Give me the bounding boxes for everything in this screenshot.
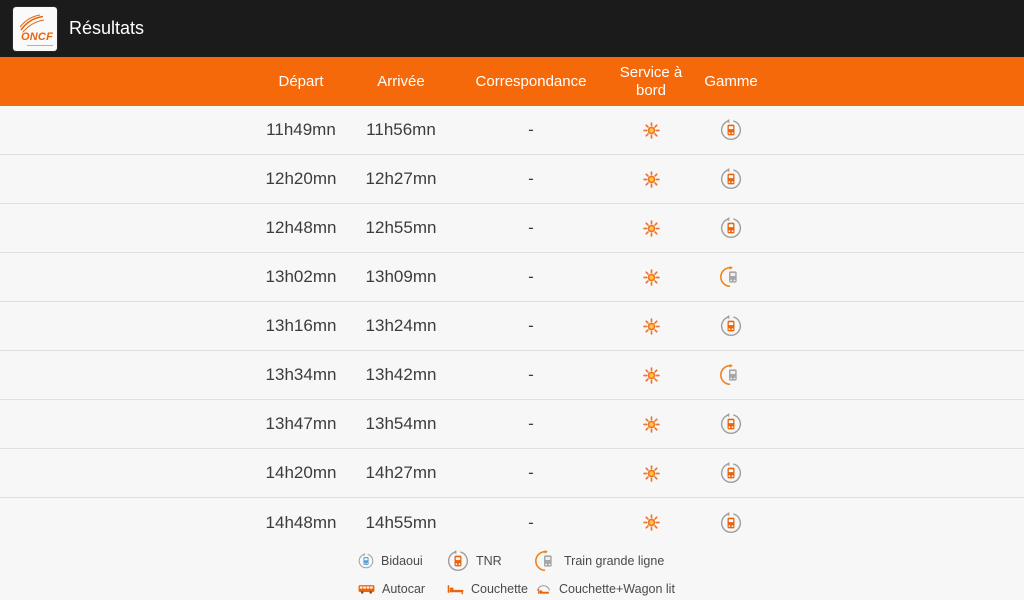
correspondance-value: - bbox=[528, 512, 534, 532]
legend-item bbox=[358, 550, 447, 572]
tnr-icon bbox=[447, 550, 469, 572]
tnr-icon bbox=[691, 413, 771, 435]
result-row[interactable] bbox=[0, 351, 1024, 400]
tnr-icon bbox=[691, 217, 771, 239]
legend-item bbox=[447, 550, 535, 572]
table-header bbox=[0, 57, 1024, 106]
arrival-time: 13h42mn bbox=[365, 365, 437, 384]
sun-icon bbox=[611, 416, 691, 433]
sun-icon bbox=[611, 465, 691, 482]
app-bar bbox=[0, 0, 1024, 57]
arrival-time: 14h27mn bbox=[365, 463, 437, 482]
departure-time: 13h16mn bbox=[265, 316, 337, 335]
sun-icon bbox=[611, 269, 691, 286]
couchette-wagon-lit-icon bbox=[535, 583, 552, 596]
sun-icon bbox=[611, 220, 691, 237]
departure-time: 14h20mn bbox=[265, 463, 337, 482]
legend-item bbox=[447, 582, 535, 596]
legend-label: Autocar bbox=[382, 582, 426, 596]
sun-icon bbox=[611, 367, 691, 384]
arrival-time: 13h24mn bbox=[365, 316, 437, 335]
legend-label: TNR bbox=[476, 554, 502, 568]
result-row[interactable] bbox=[0, 204, 1024, 253]
tnr-icon bbox=[691, 119, 771, 141]
correspondance-value: - bbox=[528, 218, 534, 237]
sun-icon bbox=[611, 318, 691, 335]
arrival-time: 11h56mn bbox=[366, 120, 436, 139]
sun-icon bbox=[611, 514, 691, 531]
correspondance-value: - bbox=[528, 267, 534, 286]
departure-time: 11h49mn bbox=[266, 120, 336, 139]
sun-icon bbox=[611, 171, 691, 188]
column-header-arrivee: Arrivée bbox=[377, 72, 425, 90]
result-row[interactable] bbox=[0, 449, 1024, 498]
correspondance-value: - bbox=[528, 365, 534, 384]
grande-ligne-icon bbox=[691, 266, 771, 288]
tnr-icon bbox=[691, 168, 771, 190]
legend-label: Couchette bbox=[471, 582, 528, 596]
result-row[interactable] bbox=[0, 155, 1024, 204]
column-header-service-a-bord: Service à bord bbox=[619, 64, 683, 99]
legend-item bbox=[535, 582, 1024, 596]
bidaoui-icon bbox=[358, 553, 374, 569]
tnr-icon bbox=[691, 315, 771, 337]
sun-icon bbox=[611, 122, 691, 139]
oncf-logo-underline bbox=[27, 45, 53, 46]
departure-time: 13h47mn bbox=[265, 414, 337, 433]
autocar-icon bbox=[358, 583, 375, 595]
departure-time: 14h48mn bbox=[265, 512, 337, 532]
result-row[interactable] bbox=[0, 106, 1024, 155]
departure-time: 13h02mn bbox=[265, 267, 337, 286]
arrival-time: 12h27mn bbox=[365, 169, 437, 188]
departure-time: 13h34mn bbox=[265, 365, 337, 384]
correspondance-value: - bbox=[528, 120, 534, 139]
arrival-time: 12h55mn bbox=[365, 218, 437, 237]
result-row[interactable] bbox=[0, 253, 1024, 302]
result-row[interactable] bbox=[0, 498, 1024, 547]
correspondance-value: - bbox=[528, 169, 534, 188]
departure-time: 12h48mn bbox=[265, 218, 337, 237]
legend-item bbox=[535, 550, 1024, 572]
oncf-logo bbox=[13, 7, 57, 51]
legend bbox=[358, 550, 1024, 596]
column-header-depart: Départ bbox=[278, 72, 324, 90]
results-table bbox=[0, 106, 1024, 547]
legend-label: Couchette+Wagon lit bbox=[559, 582, 675, 596]
arrival-time: 14h55mn bbox=[365, 512, 437, 532]
grande-ligne-icon bbox=[691, 364, 771, 386]
arrival-time: 13h54mn bbox=[365, 414, 437, 433]
oncf-logo-text: ONCF bbox=[21, 30, 53, 43]
legend-label: Bidaoui bbox=[381, 554, 423, 568]
page-title: Résultats bbox=[69, 18, 145, 38]
column-header-gamme: Gamme bbox=[704, 72, 758, 90]
result-row[interactable] bbox=[0, 302, 1024, 351]
tnr-icon bbox=[691, 462, 771, 484]
couchette-icon bbox=[447, 583, 464, 595]
correspondance-value: - bbox=[528, 316, 534, 335]
grande-ligne-icon bbox=[535, 550, 557, 572]
departure-time: 12h20mn bbox=[265, 169, 337, 188]
tnr-icon bbox=[691, 512, 771, 534]
correspondance-value: - bbox=[528, 414, 534, 433]
column-header-correspondance: Correspondance bbox=[475, 72, 587, 90]
legend-label: Train grande ligne bbox=[564, 554, 665, 568]
arrival-time: 13h09mn bbox=[365, 267, 437, 286]
result-row[interactable] bbox=[0, 400, 1024, 449]
legend-item bbox=[358, 582, 447, 596]
correspondance-value: - bbox=[528, 463, 534, 482]
